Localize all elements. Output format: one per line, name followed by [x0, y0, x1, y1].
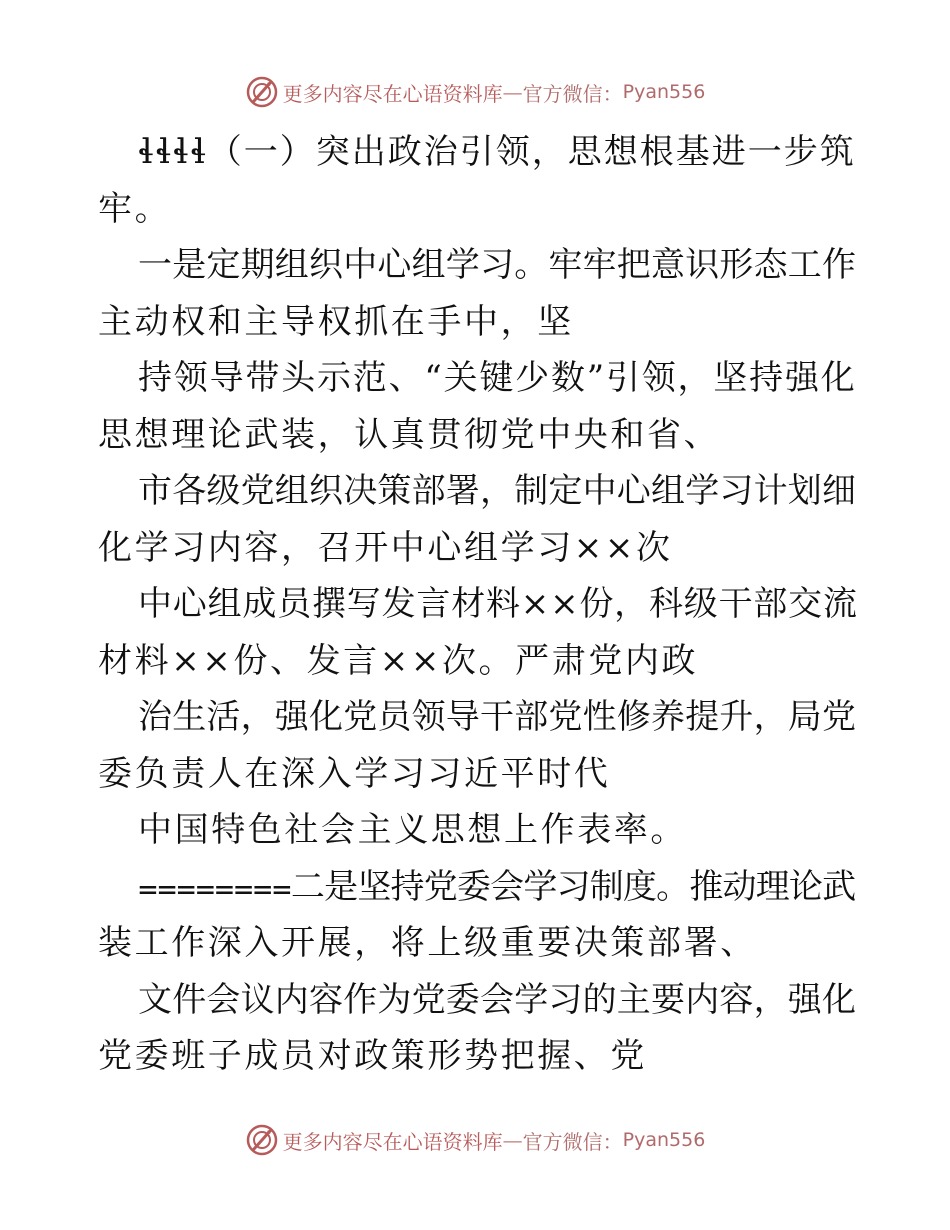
- text-line: 牢。: [98, 188, 172, 229]
- text-line: 化学习内容，召开中心组学习××次: [98, 527, 673, 568]
- text-line: ɬɬɬɬ（一）突出政治引领，思想根基进一步筑: [138, 132, 856, 172]
- text-line: 持领导带头示范、“关键少数”引领，坚持强化: [138, 358, 857, 398]
- watermark-separator: —: [502, 80, 523, 104]
- text-line: ⩵⩵⩵⩵二是坚持党委会学习制度。推动理论武: [138, 866, 856, 907]
- watermark-label-2: 官方微信：: [522, 81, 623, 106]
- text-line: 主动权和主导权抓在手中，坚: [98, 301, 574, 342]
- watermark-label: 更多内容尽在心语资料库: [282, 81, 503, 106]
- watermark-label-2: 官方微信：: [522, 1129, 623, 1154]
- text-line: 思想理论武装，认真贯彻党中央和省、: [98, 414, 721, 455]
- text-line: 委负责人在深入学习习近平时代: [98, 753, 611, 794]
- document-body: [98, 124, 858, 1085]
- text-line: 文件会议内容作为党委会学习的主要内容，强化: [138, 979, 857, 1020]
- watermark-wechat-id: Pyan556: [622, 81, 706, 103]
- watermark-wechat-id: Pyan556: [622, 1129, 706, 1151]
- text-line: 材料××份、发言××次。严肃党内政: [98, 640, 699, 681]
- logo-seal-icon: [245, 75, 279, 109]
- text-line: 装工作深入开展，将上级重要决策部署、: [98, 923, 757, 963]
- text-line: 治生活，强化党员领导干部党性修养提升，局党: [138, 697, 857, 737]
- watermark-label: 更多内容尽在心语资料库: [282, 1129, 503, 1154]
- watermark-separator: —: [502, 1128, 523, 1152]
- logo-seal-icon: [245, 1123, 279, 1157]
- text-line: 党委班子成员对政策形势把握、党: [98, 1036, 647, 1076]
- text-line: 市各级党组织决策部署，制定中心组学习计划细: [138, 471, 857, 511]
- text-line: 中国特色社会主义思想上作表率。: [138, 810, 687, 850]
- header-watermark: [0, 72, 950, 112]
- footer-watermark: [0, 1120, 950, 1160]
- text-line: 一是定期组织中心组学习。牢牢把意识形态工作: [138, 245, 857, 285]
- text-line: 中心组成员撰写发言材料××份，科级干部交流: [138, 584, 858, 624]
